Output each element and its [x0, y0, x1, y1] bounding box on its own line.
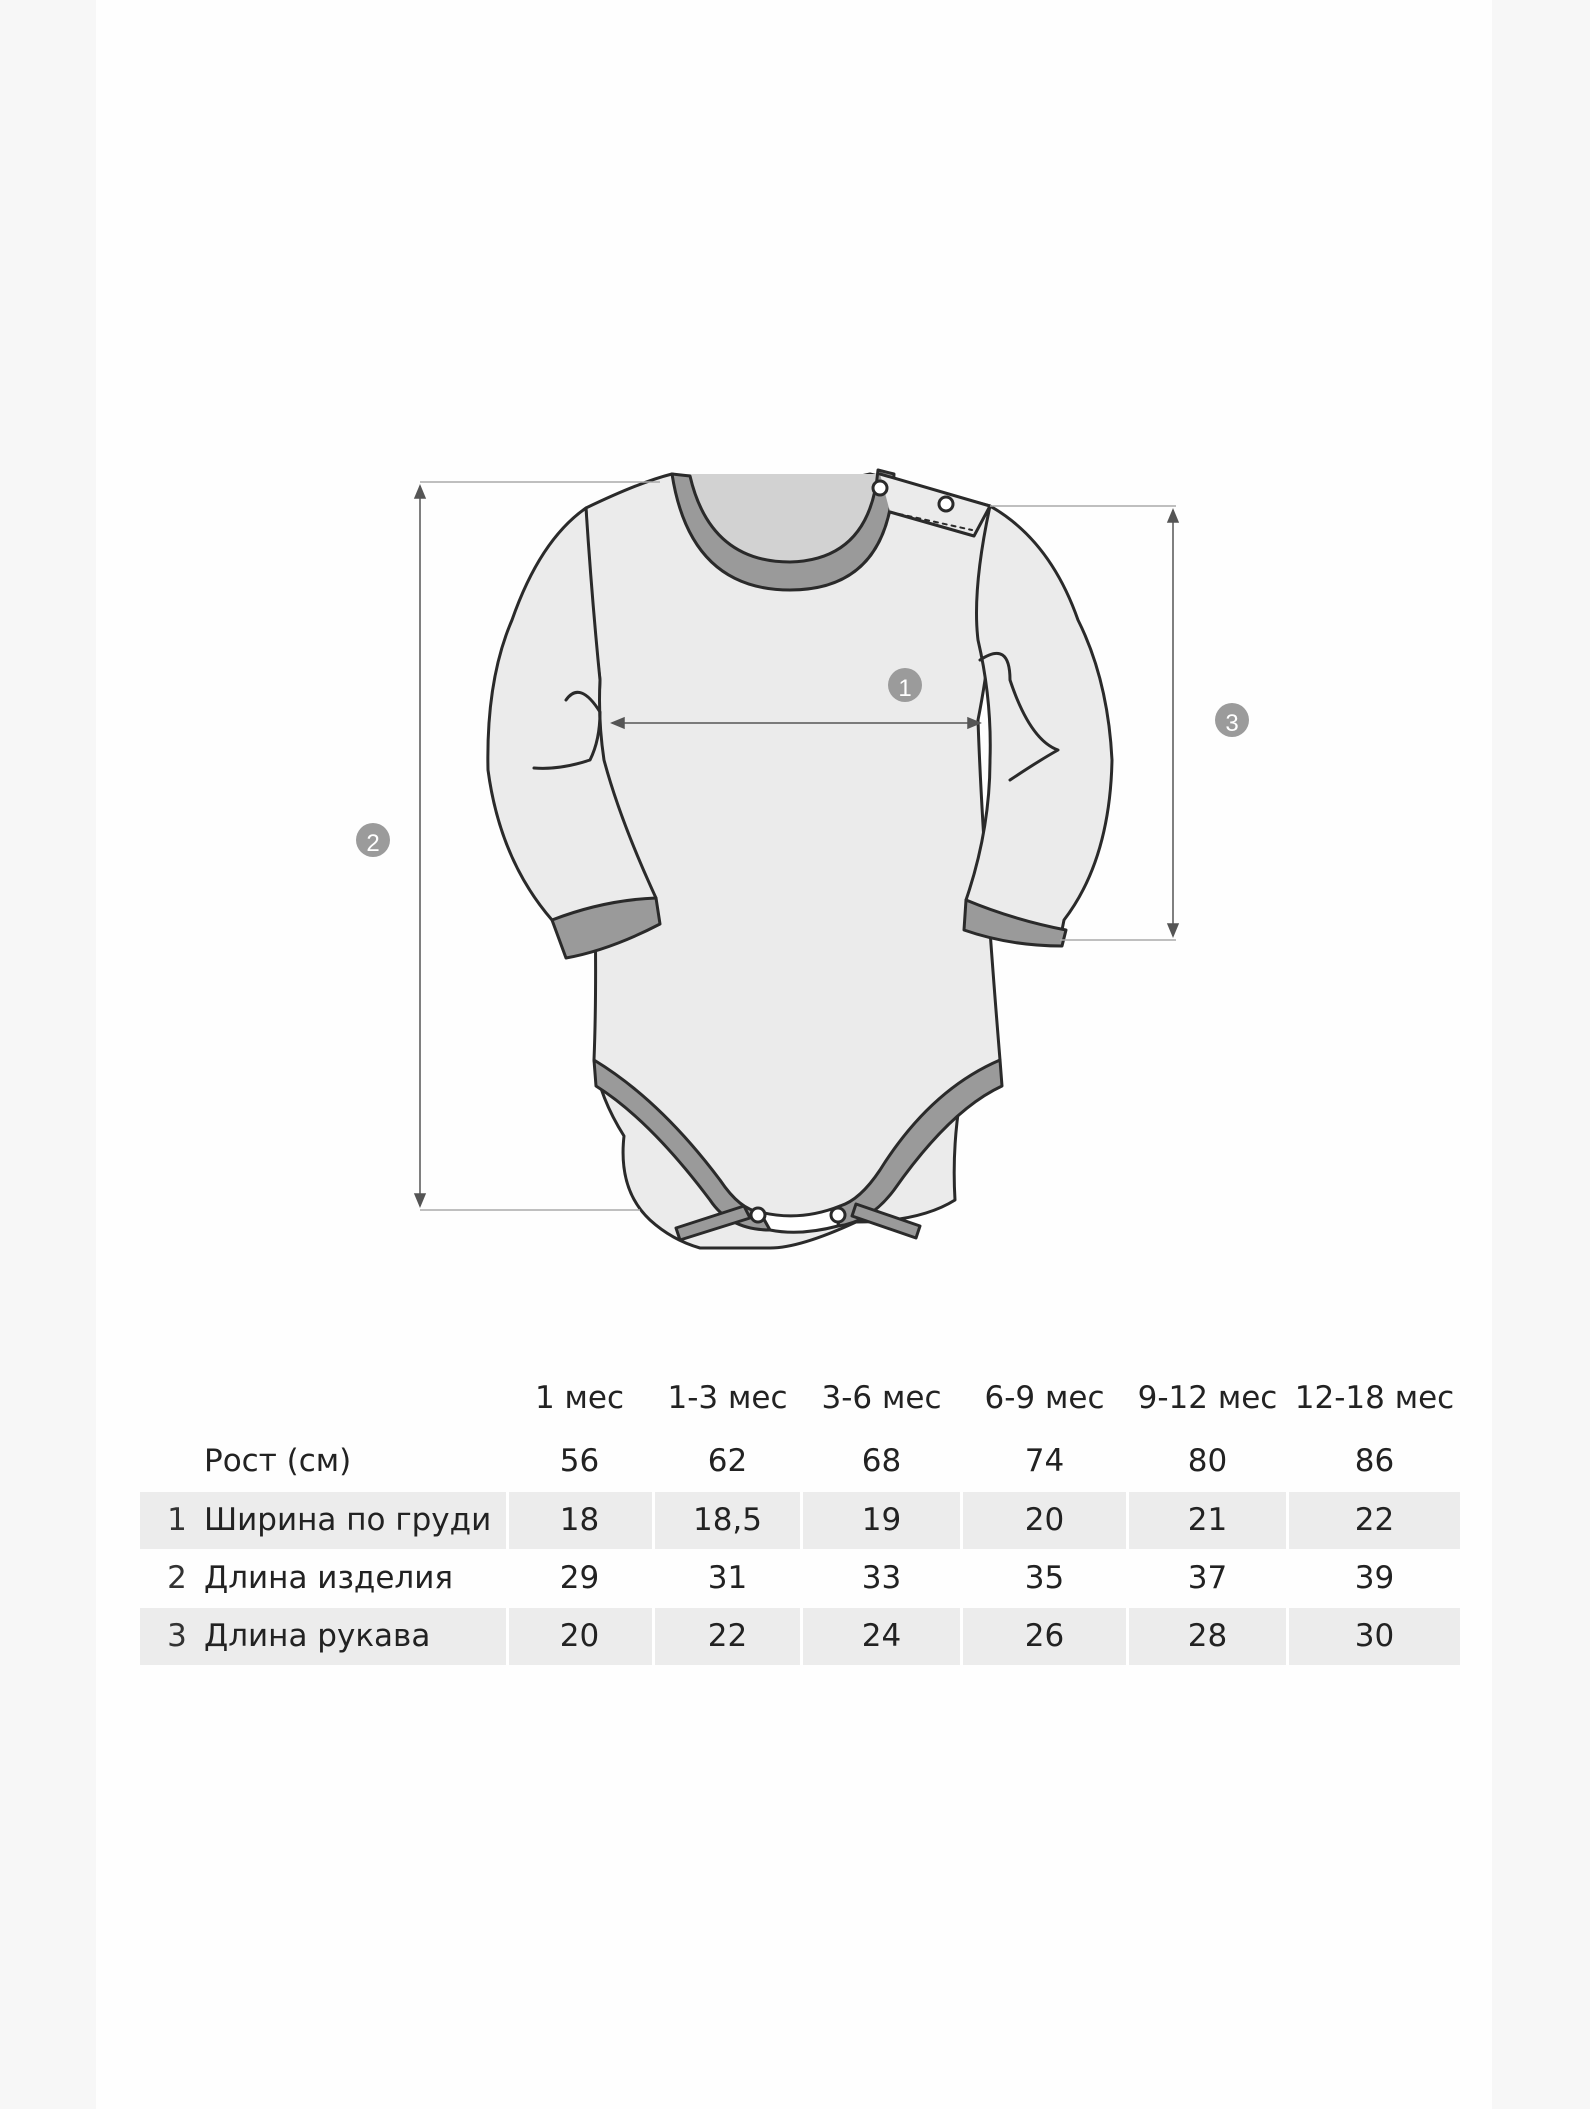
row-label: Рост (см): [204, 1443, 352, 1479]
arrow-head: [1168, 924, 1178, 936]
marker-chest-width: [888, 668, 922, 702]
marker-sleeve-length: [1215, 703, 1249, 737]
table-cell: 29: [559, 1560, 600, 1596]
table-cell: 28: [1187, 1618, 1228, 1654]
size-header: 6-9 мес: [984, 1380, 1105, 1416]
table-cell: 62: [707, 1443, 748, 1479]
marker-label: 2: [366, 830, 380, 857]
table-cell: 37: [1187, 1560, 1228, 1596]
size-header: 1 мес: [534, 1380, 625, 1416]
snap-button: [939, 497, 953, 511]
table-cell: 26: [1024, 1618, 1065, 1654]
table-cell: 21: [1187, 1502, 1228, 1538]
size-header-row: [140, 1370, 1460, 1427]
table-cell: 86: [1354, 1443, 1395, 1479]
table-cell: 20: [559, 1618, 600, 1654]
table-cell: 80: [1187, 1443, 1228, 1479]
table-cell: 56: [559, 1443, 600, 1479]
table-cell: 18,5: [692, 1502, 763, 1538]
marker-label: 1: [898, 675, 912, 702]
snap-button: [831, 1208, 845, 1222]
table-cell: 74: [1024, 1443, 1065, 1479]
size-header: 1-3 мес: [667, 1380, 788, 1416]
row-number: 2: [167, 1560, 187, 1596]
row-label: Ширина по груди: [204, 1502, 492, 1538]
table-cell: 30: [1354, 1618, 1395, 1654]
arrow-head: [1168, 510, 1178, 522]
size-header: 12-18 мес: [1294, 1380, 1455, 1416]
table-row: [140, 1433, 1460, 1490]
arrow-head: [415, 486, 425, 498]
marker-length: [356, 823, 390, 857]
table-cell: 18: [559, 1502, 600, 1538]
row-number: [162, 1433, 192, 1490]
table-row: [140, 1550, 1460, 1607]
bodysuit-illustration: [488, 470, 1112, 1248]
table-cell: 22: [707, 1618, 748, 1654]
row-number: 1: [167, 1502, 187, 1538]
arrow-head: [415, 1194, 425, 1206]
table-row: [140, 1492, 1460, 1549]
table-cell: 22: [1354, 1502, 1395, 1538]
snap-button: [751, 1208, 765, 1222]
row-label: Длина рукава: [204, 1618, 431, 1654]
table-cell: 39: [1354, 1560, 1395, 1596]
table-cell: 20: [1024, 1502, 1065, 1538]
table-cell: 68: [861, 1443, 902, 1479]
marker-label: 3: [1225, 710, 1239, 737]
row-label: Длина изделия: [204, 1560, 454, 1596]
row-number: 3: [167, 1618, 187, 1654]
table-cell: 31: [707, 1560, 748, 1596]
size-header: 9-12 мес: [1137, 1380, 1278, 1416]
snap-button: [873, 481, 887, 495]
table-cell: 24: [861, 1618, 902, 1654]
right-sleeve: [966, 506, 1112, 930]
size-header: 3-6 мес: [821, 1380, 942, 1416]
table-row: [140, 1608, 1460, 1665]
table-cell: 35: [1024, 1560, 1065, 1596]
table-cell: 19: [861, 1502, 902, 1538]
table-cell: 33: [861, 1560, 902, 1596]
